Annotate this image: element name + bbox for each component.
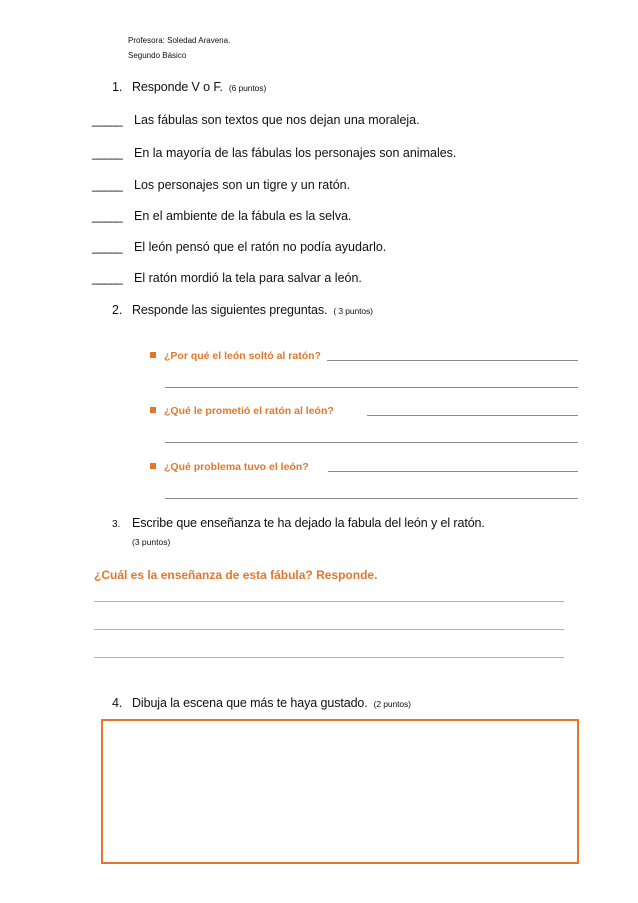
q3-prompt: ¿Cuál es la enseñanza de esta fábula? Responde. — [94, 568, 378, 582]
q2-question: ¿Qué le prometió el ratón al león? — [150, 405, 334, 417]
answer-line[interactable] — [94, 601, 564, 602]
tf-item[interactable] — [92, 113, 420, 127]
q3-number: 3. — [112, 519, 121, 530]
teacher-name: Profesora: Soledad Aravena. — [128, 36, 231, 45]
answer-blank[interactable]: _____ — [92, 113, 122, 127]
tf-item[interactable] — [92, 271, 362, 285]
tf-item[interactable] — [92, 209, 352, 223]
drawing-box[interactable] — [101, 719, 579, 864]
answer-line[interactable] — [94, 657, 564, 658]
answer-blank[interactable]: _____ — [92, 240, 122, 254]
tf-statement: El león pensó que el ratón no podía ayudarlo. — [134, 240, 387, 254]
q1-title: Responde V o F. — [132, 80, 223, 94]
q3-points: (3 puntos) — [132, 537, 171, 547]
answer-blank[interactable]: _____ — [92, 146, 122, 160]
q2-number: 2. — [112, 303, 123, 317]
q3-heading — [112, 516, 485, 530]
q2-question: ¿Qué problema tuvo el león? — [150, 461, 309, 473]
q1-heading — [112, 80, 266, 94]
tf-statement: El ratón mordió la tela para salvar a león. — [134, 271, 362, 285]
q3-title: Escribe que enseñanza te ha dejado la fabula del león y el ratón. — [132, 516, 485, 530]
square-bullet-icon — [150, 407, 156, 413]
answer-line[interactable] — [327, 360, 578, 361]
q2-points: ( 3 puntos) — [333, 306, 373, 316]
answer-line[interactable] — [165, 442, 578, 443]
tf-statement: Las fábulas son textos que nos dejan una moraleja. — [134, 113, 420, 127]
q4-heading — [112, 696, 411, 710]
tf-item[interactable] — [92, 240, 386, 254]
q1-number: 1. — [112, 80, 123, 94]
answer-line[interactable] — [94, 629, 564, 630]
answer-blank[interactable]: _____ — [92, 178, 122, 192]
square-bullet-icon — [150, 463, 156, 469]
q2-title: Responde las siguientes preguntas. — [132, 303, 328, 317]
answer-line[interactable] — [165, 498, 578, 499]
q1-points: (6 puntos) — [228, 83, 267, 93]
q4-number: 4. — [112, 696, 123, 710]
square-bullet-icon — [150, 352, 156, 358]
answer-line[interactable] — [165, 387, 578, 388]
q4-title: Dibuja la escena que más te haya gustado. — [132, 696, 368, 710]
q2-question: ¿Por qué el león soltó al ratón? — [150, 350, 321, 362]
answer-line[interactable] — [328, 471, 578, 472]
grade-level: Segundo Básico — [128, 51, 187, 60]
q4-points: (2 puntos) — [373, 699, 411, 709]
tf-item[interactable] — [92, 146, 456, 160]
q2-heading — [112, 303, 373, 317]
answer-blank[interactable]: _____ — [92, 271, 122, 285]
answer-line[interactable] — [367, 415, 578, 416]
tf-statement: En el ambiente de la fábula es la selva. — [134, 209, 352, 223]
tf-statement: En la mayoría de las fábulas los personajes son animales. — [134, 146, 457, 160]
tf-item[interactable] — [92, 178, 350, 192]
answer-blank[interactable]: _____ — [92, 209, 122, 223]
tf-statement: Los personajes son un tigre y un ratón. — [134, 178, 351, 192]
